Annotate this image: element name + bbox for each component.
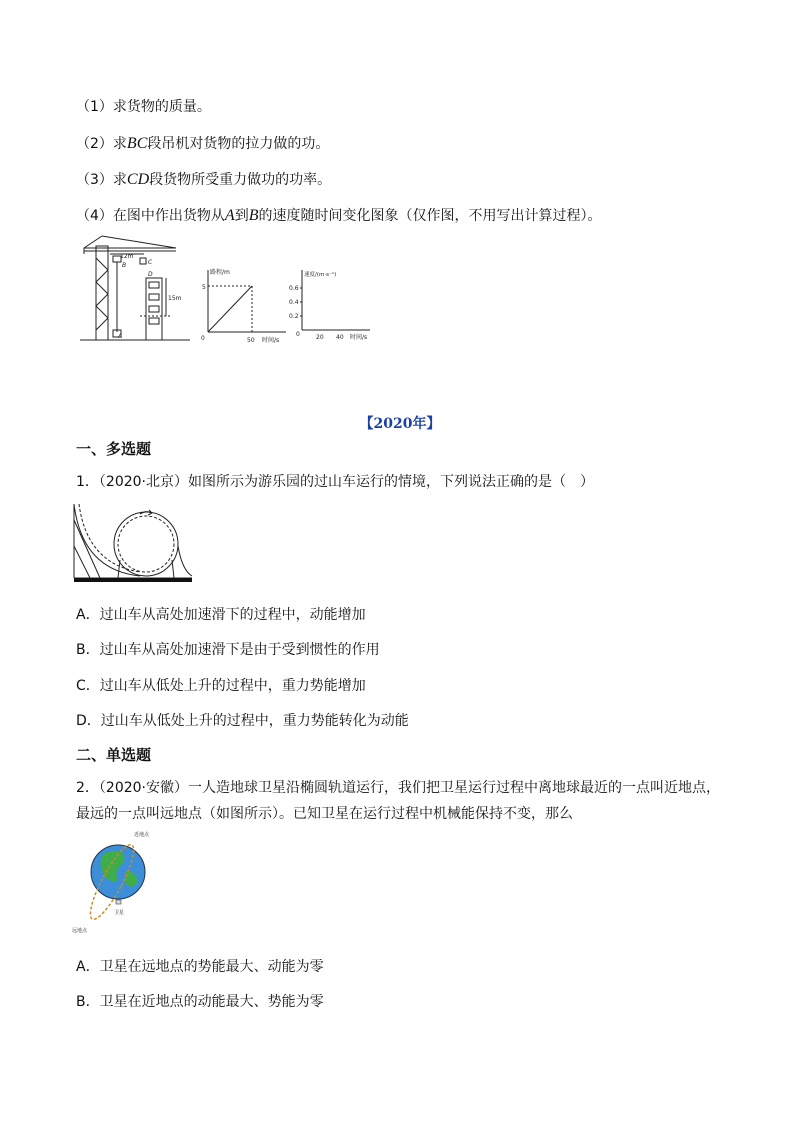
satellite-icon — [116, 900, 121, 904]
q2-variable: BC — [126, 135, 148, 152]
q3-prefix: （3）求 — [76, 172, 127, 188]
q2-option-b: B．卫星在近地点的动能最大、势能为零 — [76, 994, 324, 1010]
speed-y-tick-2: 0.4 — [289, 299, 299, 306]
speed-y-tick-3: 0.2 — [289, 313, 299, 320]
q1-option-c: C．过山车从低处上升的过程中，重力势能增加 — [76, 678, 366, 694]
q1-option-a: A．过山车从高处加速滑下的过程中，动能增加 — [76, 607, 366, 623]
distance-line — [208, 286, 252, 332]
perigee-label: 近地点 — [134, 832, 150, 838]
dist-origin: 0 — [201, 335, 205, 342]
speed-x-tick-1: 20 — [316, 334, 324, 341]
subquestion-3 — [76, 170, 331, 190]
loop-outer — [114, 512, 178, 576]
point-d-label: D — [148, 271, 153, 278]
dist-y-tick: 5 — [202, 284, 206, 291]
subquestion-1: （1）求货物的质量。 — [76, 99, 211, 115]
q3-suffix: 段货物所受重力做功的功率。 — [149, 172, 332, 188]
speed-ylabel: 速度/(m·s⁻¹) — [304, 272, 337, 278]
coaster-track-inner — [79, 504, 140, 572]
exit-track — [178, 546, 192, 576]
q4-point-a: A — [224, 207, 235, 224]
q3-variable: CD — [126, 171, 150, 188]
q4-mid: 到 — [234, 208, 249, 224]
speed-y-tick-1: 0.6 — [289, 285, 299, 292]
question-2-stem-line1: 2．（2020·安徽）一人造地球卫星沿椭圆轨道运行，我们把卫星运行过程中离地球最近的一点叫近地点， — [76, 780, 720, 796]
dist-x-tick: 50 — [247, 337, 255, 344]
roller-coaster-figure — [70, 500, 196, 584]
dist-xlabel: 时间/s — [262, 337, 280, 344]
q2-option-a: A．卫星在远地点的势能最大、动能为零 — [76, 959, 324, 975]
q1-option-b: B．过山车从高处加速滑下是由于受到惯性的作用 — [76, 642, 380, 658]
crane-figure — [80, 234, 192, 344]
building — [146, 278, 162, 340]
satellite-orbit-figure — [70, 826, 160, 936]
height-label: 15m — [168, 295, 182, 302]
q4-suffix: 的速度随时间变化图象（仅作图，不用写出计算过程）。 — [258, 208, 602, 224]
speed-time-graph — [288, 266, 384, 346]
point-b-label: B — [122, 262, 127, 269]
q4-prefix: （4）在图中作出货物从 — [76, 208, 225, 224]
dist-ylabel: 路程/m — [210, 269, 230, 276]
coaster-base — [74, 578, 192, 582]
dist-label: 12m — [120, 253, 134, 260]
question-1-stem: 1．（2020·北京）如图所示为游乐园的过山车运行的情境，下列说法正确的是（ ） — [76, 474, 594, 490]
speed-origin: 0 — [296, 331, 300, 338]
point-c-label: C — [148, 259, 153, 266]
loop-inner — [118, 516, 174, 572]
q2-prefix: （2）求 — [76, 136, 127, 152]
distance-time-graph — [200, 266, 292, 346]
subquestion-2 — [76, 134, 329, 154]
speed-xlabel: 时间/s — [350, 334, 368, 341]
speed-x-tick-2: 40 — [336, 334, 344, 341]
question-2-stem-line2: 最远的一点叫远地点（如图所示）。已知卫星在运行过程中机械能保持不变，那么 — [76, 806, 573, 822]
q1-option-d: D．过山车从低处上升的过程中，重力势能转化为动能 — [76, 713, 409, 729]
section-single-choice: 二、单选题 — [76, 746, 152, 764]
q2-suffix: 段吊机对货物的拉力做的功。 — [147, 136, 330, 152]
apogee-label: 远地点 — [72, 928, 88, 934]
q4-point-b: B — [248, 207, 259, 224]
section-multiple-choice: 一、多选题 — [76, 440, 152, 458]
subquestion-4 — [76, 206, 601, 226]
year-title: 【2020年】 — [359, 416, 441, 432]
point-a-label: A — [118, 333, 123, 340]
satellite-label: 卫星 — [114, 910, 125, 916]
